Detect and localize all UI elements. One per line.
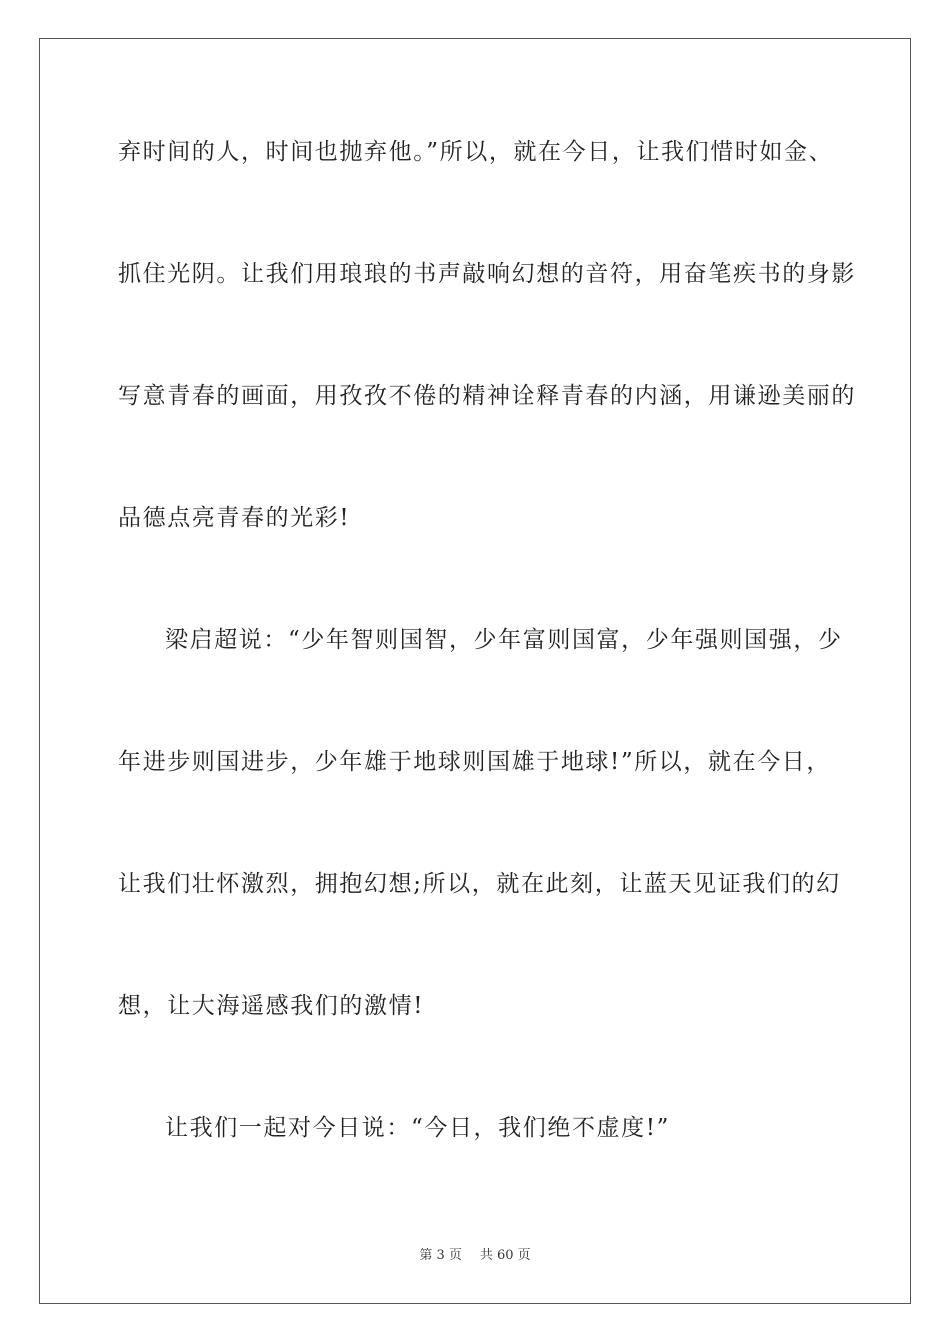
paragraph-line: 抓住光阴。让我们用琅琅的书声敲响幻想的音符，用奋笔疾书的身影 xyxy=(118,261,856,287)
paragraph-line: 弃时间的人，时间也抛弃他。”所以，就在今日，让我们惜时如金、 xyxy=(118,139,834,165)
page-total: 共 60 页 xyxy=(479,1248,531,1263)
paragraph-line: 让我们一起对今日说：“今日，我们绝不虚度!” xyxy=(165,1115,670,1141)
paragraph-line: 写意青春的画面，用孜孜不倦的精神诠释青春的内涵，用谦逊美丽的 xyxy=(118,383,856,409)
page-footer xyxy=(0,1247,950,1265)
paragraph-line: 品德点亮青春的光彩! xyxy=(118,505,351,531)
page-number: 第 3 页 xyxy=(419,1248,462,1263)
paragraph-line: 让我们壮怀激烈，拥抱幻想;所以，就在此刻，让蓝天见证我们的幻 xyxy=(118,871,841,897)
paragraph-line: 想，让大海遥感我们的激情! xyxy=(118,993,425,1019)
paragraph-line: 梁启超说：“少年智则国智，少年富则国富，少年强则国强，少 xyxy=(165,627,843,653)
paragraph-line: 年进步则国进步，少年雄于地球则国雄于地球!”所以，就在今日， xyxy=(118,749,832,775)
